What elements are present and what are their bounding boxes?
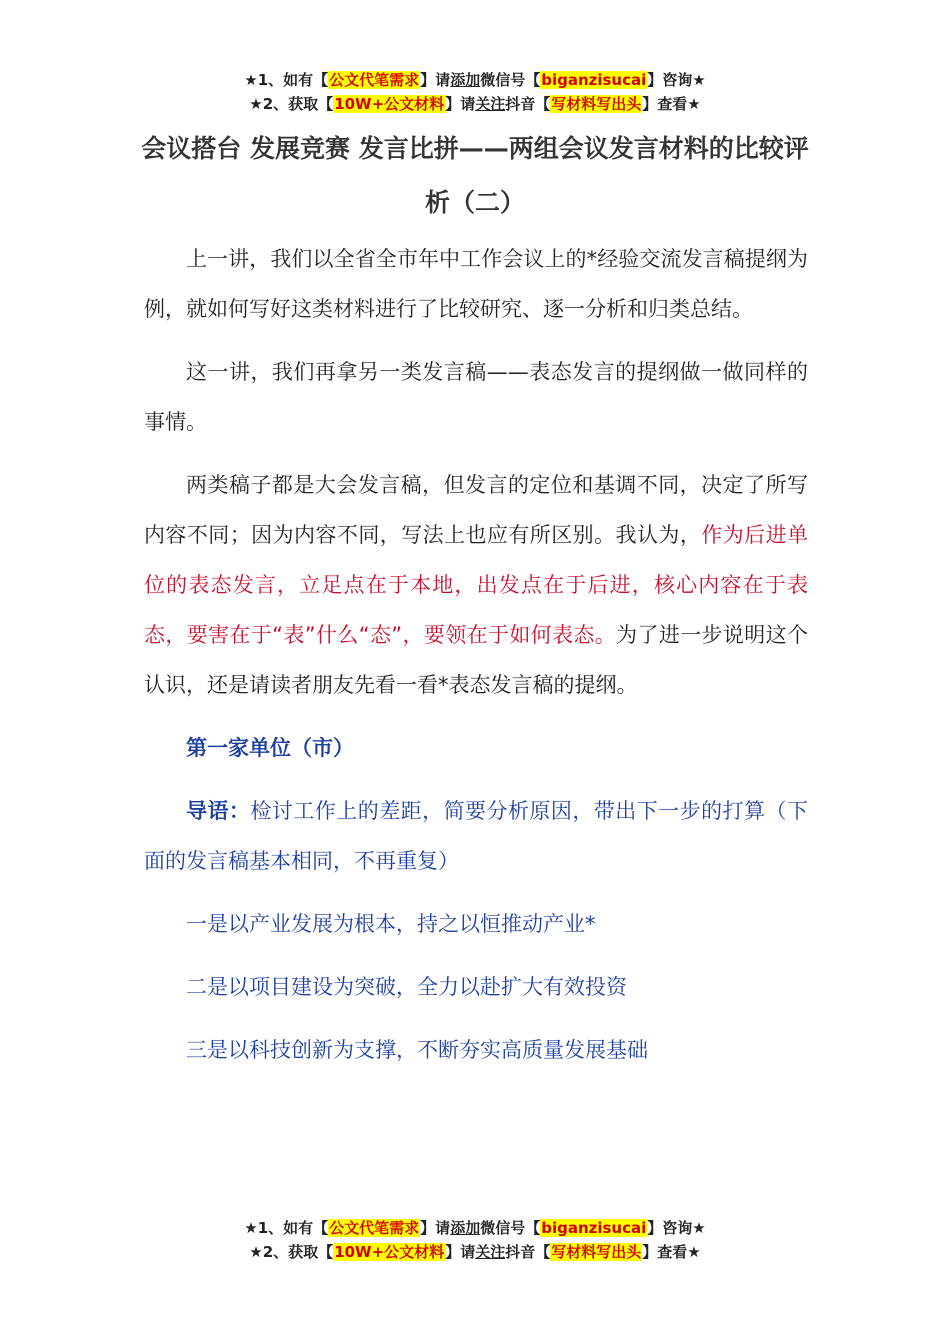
promo-line-2: ★2、获取【10W+公文材料】请关注抖音【写材料写出头】查看★ xyxy=(249,1243,701,1261)
highlight-wechat-id: biganzisucai xyxy=(541,1219,647,1237)
highlight-douyin: 写材料写出头 xyxy=(551,1243,642,1261)
promo-line-1: ★1、如有【公文代笔需求】请添加微信号【biganzisucai】咨询★ xyxy=(244,1219,706,1237)
section-intro: 导语：检讨工作上的差距，简要分析原因，带出下一步的打算（下面的发言稿基本相同，不再重复） xyxy=(144,799,809,873)
promo-line-2: ★2、获取【10W+公文材料】请关注抖音【写材料写出头】查看★ xyxy=(249,95,701,113)
highlight-materials: 10W+公文材料 xyxy=(334,95,445,113)
highlight-materials: 10W+公文材料 xyxy=(334,1243,445,1261)
highlight-service: 公文代笔需求 xyxy=(329,71,420,89)
highlight-douyin: 写材料写出头 xyxy=(551,95,642,113)
promo-banner-top xyxy=(0,68,950,116)
paragraph-intro: 上一讲，我们以全省全市年中工作会议上的*经验交流发言稿提纲为例，就如何写好这类材料进行了比较研究、逐一分析和归类总结。 xyxy=(144,247,808,321)
intro-label: 导语： xyxy=(186,799,251,823)
section-heading: 第一家单位（市） xyxy=(186,736,354,760)
document-body xyxy=(144,234,808,1088)
outline-item-3: 三是以科技创新为支撑，不断夯实高质量发展基础 xyxy=(186,1038,648,1062)
paragraph-this-lecture: 这一讲，我们再拿另一类发言稿——表态发言的提纲做一做同样的事情。 xyxy=(144,360,808,434)
emphasis-text: 作为后进单位的表态发言，立足点在于本地，出发点在于后进，核心内容在于表态，要害在于“表”什么“态”，要领在于如何表态。 xyxy=(144,523,808,647)
promo-line-1: ★1、如有【公文代笔需求】请添加微信号【biganzisucai】咨询★ xyxy=(244,71,706,89)
paragraph-viewpoint: 两类稿子都是大会发言稿，但发言的定位和基调不同，决定了所写内容不同；因为内容不同，写法上也应有所区别。我认为，作为后进单位的表态发言，立足点在于本地，出发点在于后进，核心内容在于表态，要害在于“表”什么“态”，要领在于如何表态。为了进一步说明这个认识，还是请读者朋友先看一看*表态发言稿的提纲。 xyxy=(144,473,808,697)
highlight-service: 公文代笔需求 xyxy=(329,1219,420,1237)
promo-banner-bottom xyxy=(0,1216,950,1264)
outline-item-1: 一是以产业发展为根本，持之以恒推动产业* xyxy=(186,912,596,936)
highlight-wechat-id: biganzisucai xyxy=(541,71,647,89)
document-title: 会议搭台 发展竞赛 发言比拼——两组会议发言材料的比较评析（二） xyxy=(141,134,809,217)
outline-item-2: 二是以项目建设为突破，全力以赴扩大有效投资 xyxy=(186,975,627,999)
